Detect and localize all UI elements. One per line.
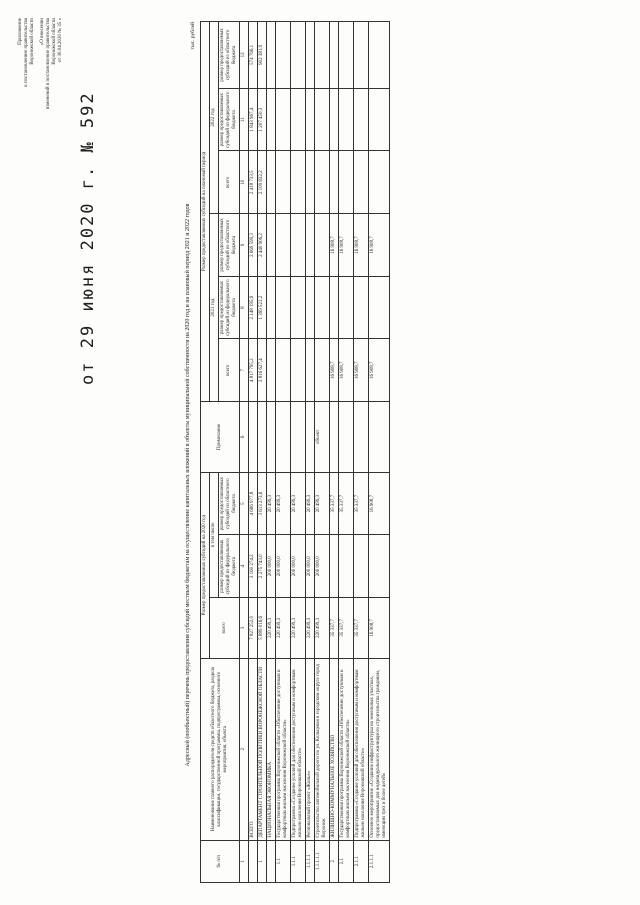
decree-date-stamp: от 29 июня 2020 г. № 592 [78, 91, 98, 385]
cell-note [339, 402, 354, 473]
cell-total: 7 827 252,0 [249, 598, 258, 659]
cell-name: ЖИЛИЩНО-КОММУНАЛЬНОЕ ХОЗЯЙСТВО [330, 658, 339, 840]
cell-r22 [354, 22, 369, 89]
cell-f22: 1 207 450,3 [258, 88, 267, 151]
cell-t22: 2 109 832,2 [258, 151, 267, 214]
header-plan: Размер предоставляемых субсидий на плановый период [201, 22, 210, 402]
header-no: № п/п [201, 840, 240, 882]
header-fed-2020: размер предоставляемых субсидий из федерального бюджета [219, 535, 240, 598]
cell-f21 [267, 276, 276, 339]
cell-total: 35 337,7 [354, 598, 369, 659]
cell-t22 [330, 151, 339, 214]
cell-reg: 4 666 977,8 [249, 472, 258, 535]
header-fed-2022: размер предоставляемых субсидий из федерального бюджета [219, 88, 240, 151]
cell-name: Строительство автомобильной дороги по ул. Кольцевая в городском округе город Воронеж [315, 658, 330, 840]
cell-f21 [330, 276, 339, 339]
cell-f21 [369, 276, 390, 339]
header-note: Примечание [201, 402, 240, 473]
appendix-note: Приложение к постановлению правительства Воронежской области «О внесении изменений в постановление правительства Воронежской области от 30.04.2020 № 35 » [18, 18, 63, 110]
cell-f21 [354, 276, 369, 339]
cell-total: 220 499,3 [276, 598, 291, 659]
cell-reg: 35 337,7 [354, 472, 369, 535]
table-row [339, 22, 354, 883]
cell-t21 [315, 339, 330, 402]
table-row [249, 22, 258, 883]
cell-r21: 16 908,7 [369, 214, 390, 277]
cell-t22: 2 418 733,5 [249, 151, 258, 214]
cell-total: 220 499,3 [267, 598, 276, 659]
cell-t22 [267, 151, 276, 214]
table-row [369, 22, 390, 883]
cell-r21 [291, 214, 306, 277]
cell-reg: 20 499,3 [276, 472, 291, 535]
header-reg-2021: размер предоставляемых субсидий из областного бюджета [219, 214, 240, 277]
cell-no: 2 [330, 840, 339, 882]
cell-t21: 4 817 795,2 [249, 339, 258, 402]
cell-r22 [315, 22, 330, 89]
cell-name: ДЕПАРТАМЕНТ СТРОИТЕЛЬНОЙ ПОЛИТИКИ ВОРОНЕЖСКОЙ ОБЛАСТИ [258, 658, 267, 840]
cell-r22 [291, 22, 306, 89]
cell-fed [354, 535, 369, 598]
cell-t22 [315, 151, 330, 214]
cell-fed [339, 535, 354, 598]
cell-f21: 2 148 195,9 [249, 276, 258, 339]
cell-note: объект [315, 402, 330, 473]
cell-r21 [306, 214, 315, 277]
cell-fed [369, 535, 390, 598]
header-reg-2022: размер предоставляемых субсидий из областного бюджета [219, 22, 240, 89]
cell-no: 2.1.1.1 [369, 840, 390, 882]
cell-r22 [369, 22, 390, 89]
table-row [258, 22, 267, 883]
cell-name: Подпрограмма «Создание условий для обеспечения доступным и комфортным жильем населения Воронежской области» [291, 658, 306, 840]
cell-r21: 2 440 906,2 [258, 214, 267, 277]
cell-r22: 902 381,9 [258, 22, 267, 89]
cell-r21: 2 669 599,3 [249, 214, 258, 277]
cell-t21: 16 908,7 [330, 339, 339, 402]
cell-note [330, 402, 339, 473]
cell-t22 [306, 151, 315, 214]
cell-reg: 20 499,3 [267, 472, 276, 535]
cell-name: Государственная программа Воронежской области «Обеспечение доступным и комфортным жильем населения Воронежской области» [339, 658, 354, 840]
cell-note [291, 402, 306, 473]
cell-total: 220 499,3 [315, 598, 330, 659]
cell-t21: 16 908,7 [354, 339, 369, 402]
cell-total: 220 499,3 [291, 598, 306, 659]
cell-name: Региональный проект «Жилье» [306, 658, 315, 840]
cell-t21: 16 908,7 [369, 339, 390, 402]
column-number-row: 1 2 3 4 5 6 7 8 9 10 11 12 [240, 22, 249, 883]
cell-t21 [291, 339, 306, 402]
cell-no: 2.1.1 [354, 840, 369, 882]
cell-t22 [339, 151, 354, 214]
cell-fed [330, 535, 339, 598]
document-title: Адресный (пообъектный) перечень предоставления субсидий местным бюджетам на осуществление капитальных вложений в объекты муниципальной собственности на 2020 год и на плановый период 2021 и 2022 годов [185, 203, 191, 767]
table-row [276, 22, 291, 883]
cell-t22 [354, 151, 369, 214]
cell-r22 [267, 22, 276, 89]
cell-r22 [276, 22, 291, 89]
cell-t21 [306, 339, 315, 402]
cell-r22 [306, 22, 315, 89]
header-total-2021: всего [219, 339, 240, 402]
cell-fed: 200 000,0 [267, 535, 276, 598]
cell-t22 [291, 151, 306, 214]
header-2020: Размер предоставляемых субсидий на 2020 год [201, 472, 210, 658]
cell-no: 1.1 [276, 840, 291, 882]
cell-no [249, 840, 258, 882]
cell-f21 [291, 276, 306, 339]
cell-note [276, 402, 291, 473]
cell-reg: 20 499,3 [306, 472, 315, 535]
cell-f22 [291, 88, 306, 151]
cell-f21 [276, 276, 291, 339]
cell-f21 [339, 276, 354, 339]
cell-f22 [315, 88, 330, 151]
cell-r21: 16 908,7 [330, 214, 339, 277]
cell-name: Государственная программа Воронежской области «Обеспечение доступным и комфортным жильем населения Воронежской области» [276, 658, 291, 840]
cell-f21: 1 399 521,2 [258, 276, 267, 339]
cell-fed: 200 000,0 [291, 535, 306, 598]
cell-fed: 3 160 274,2 [249, 535, 258, 598]
cell-note [249, 402, 258, 473]
header-fed-2021: размер предоставляемых субсидий из федерального бюджета [219, 276, 240, 339]
cell-f21 [306, 276, 315, 339]
header-name: Наименование главного распорядителя средств областного бюджета, раздела классификации, государственной программы, подпрограммы, основного мероприятия, объекта [201, 658, 240, 840]
cell-f22 [267, 88, 276, 151]
cell-total: 16 908,7 [369, 598, 390, 659]
header-2021: 2021 год [210, 214, 219, 402]
cell-reg: 35 337,7 [330, 472, 339, 535]
cell-reg: 16 908,7 [369, 472, 390, 535]
cell-note [354, 402, 369, 473]
cell-r21 [315, 214, 330, 277]
cell-f22: 1 843 967,4 [249, 88, 258, 151]
header-total-2020: всего [210, 598, 240, 659]
cell-f22 [276, 88, 291, 151]
cell-no: 1 [258, 840, 267, 882]
cell-r21 [276, 214, 291, 277]
cell-f22 [330, 88, 339, 151]
cell-f22 [306, 88, 315, 151]
cell-note [258, 402, 267, 473]
cell-r21 [267, 214, 276, 277]
table-row [306, 22, 315, 883]
cell-no: 1.1.1 [291, 840, 306, 882]
table-row [267, 22, 276, 883]
cell-f21 [315, 276, 330, 339]
cell-f22 [369, 88, 390, 151]
table-row [330, 22, 339, 883]
cell-total: 220 499,3 [306, 598, 315, 659]
cell-fed: 200 000,0 [276, 535, 291, 598]
cell-reg: 20 499,3 [315, 472, 330, 535]
cell-r21: 16 908,7 [354, 214, 369, 277]
cell-f22 [339, 88, 354, 151]
table-row [315, 22, 330, 883]
header-reg-2020: размер предоставляемых субсидий из областного бюджета [219, 472, 240, 535]
cell-total: 5 889 016,6 [258, 598, 267, 659]
cell-t22 [276, 151, 291, 214]
cell-name: Основное мероприятие «Создание инфраструктуры на земельных участках, предоставляемых для индивидуального жилищного строительства гражданам, имеющим трех и более детей» [369, 658, 390, 840]
cell-note [369, 402, 390, 473]
cell-name: НАЦИОНАЛЬНАЯ ЭКОНОМИКА [267, 658, 276, 840]
cell-r21: 16 908,7 [339, 214, 354, 277]
cell-fed: 200 000,0 [315, 535, 330, 598]
cell-t21: 3 816 627,4 [258, 339, 267, 402]
cell-fed: 2 275 743,0 [258, 535, 267, 598]
cell-reg: 3 613 273,6 [258, 472, 267, 535]
header-2022: 2022 год [210, 22, 219, 214]
subsidy-table [200, 21, 390, 883]
cell-t22 [369, 151, 390, 214]
table-body [249, 22, 390, 883]
cell-reg: 35 337,7 [339, 472, 354, 535]
header-incl: в том числе [210, 472, 219, 597]
cell-no [267, 840, 276, 882]
cell-total: 35 337,7 [339, 598, 354, 659]
cell-r22 [339, 22, 354, 89]
table-row [354, 22, 369, 883]
cell-f22 [354, 88, 369, 151]
cell-total: 35 337,7 [330, 598, 339, 659]
cell-fed: 200 000,0 [306, 535, 315, 598]
cell-reg: 20 499,3 [291, 472, 306, 535]
cell-note [267, 402, 276, 473]
cell-note [306, 402, 315, 473]
header-total-2022: всего [219, 151, 240, 214]
cell-name: Подпрограмма «Создание условий для обеспечения доступным и комфортным жильем населения Воронежской области» [354, 658, 369, 840]
table-row [291, 22, 306, 883]
cell-no: 2.1 [339, 840, 354, 882]
units-label: тыс. рублей [190, 22, 196, 50]
cell-r22: 574 766,1 [249, 22, 258, 89]
cell-no: 1.1.1.1 [306, 840, 315, 882]
cell-no: 1.1.1.1.1 [315, 840, 330, 882]
cell-t21 [276, 339, 291, 402]
cell-t21: 16 908,7 [339, 339, 354, 402]
cell-r22 [330, 22, 339, 89]
cell-t21 [267, 339, 276, 402]
cell-name: ВСЕГО [249, 658, 258, 840]
